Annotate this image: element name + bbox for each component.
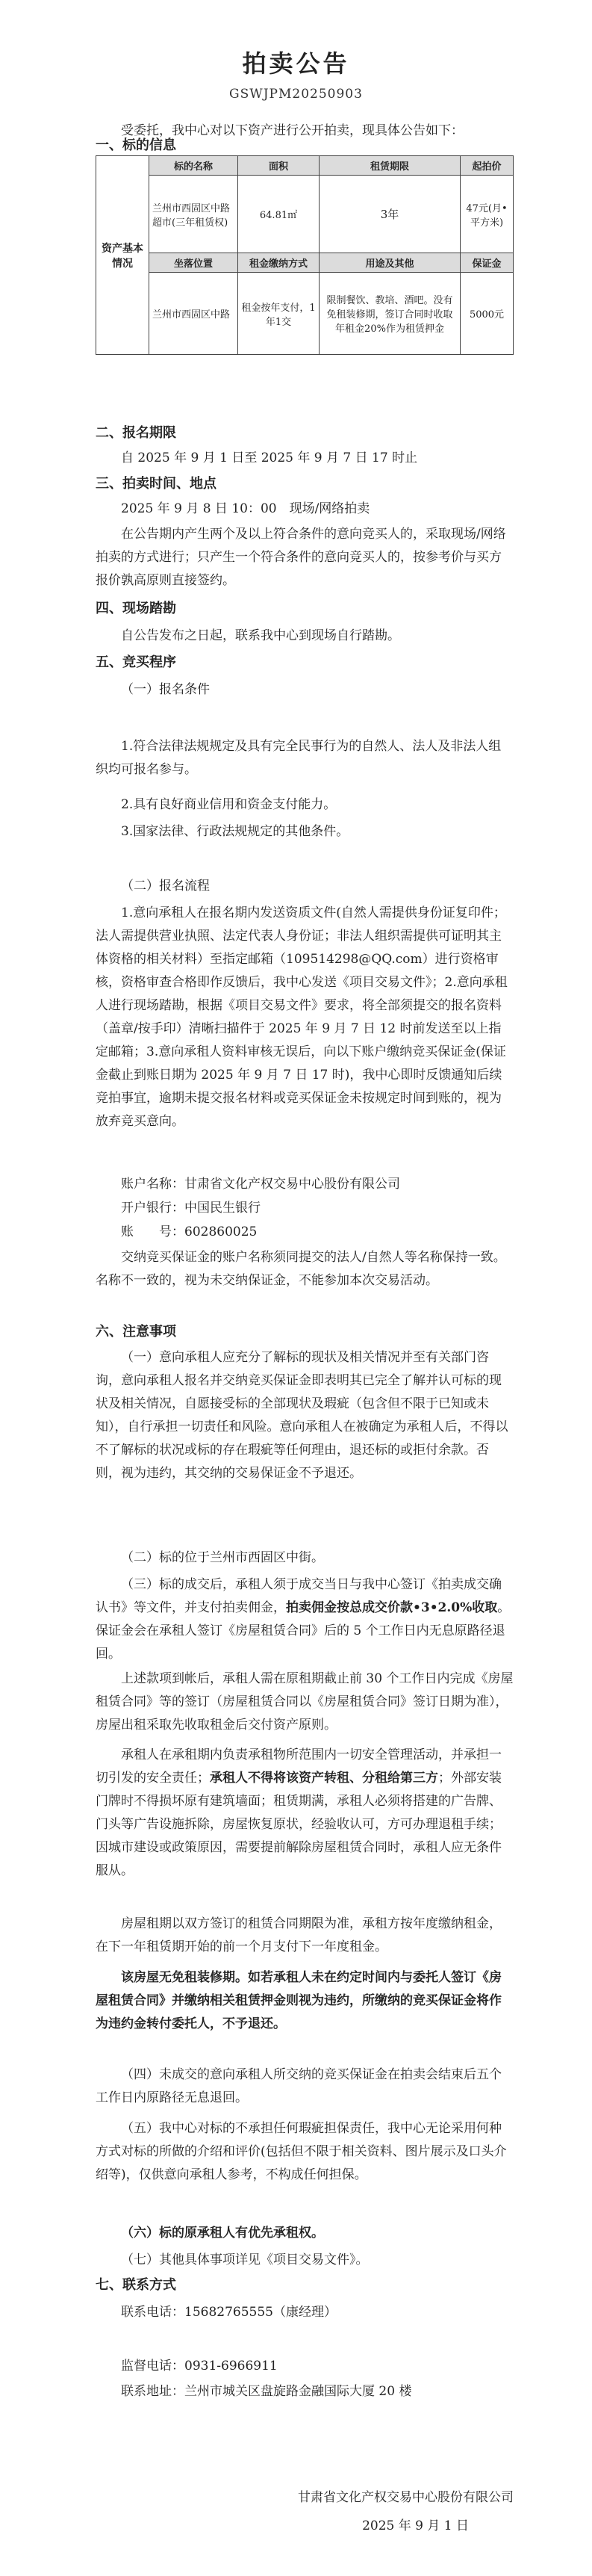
asset-area: 64.81㎡ [238, 176, 320, 253]
notice-3-contract: 上述款项到帐后，承租人需在原租期截止前 30 个工作日内完成《房屋租赁合同》等的签订（房屋租赁合同以《房屋租赁合同》签订日期为准），房屋出租采取先收取租金后交付资产原则。 [96, 1671, 514, 1733]
notice-2: （二）标的位于兰州市西固区中街。 [121, 1550, 324, 1565]
section-6-heading: 六、注意事项 [96, 1324, 176, 1340]
asset-start-price: 47元(月•平方米) [461, 176, 514, 253]
section-1-heading: 一、标的信息 [96, 137, 176, 153]
account-note: 交纳竞买保证金的账户名称须同提交的法人/自然人等名称保持一致。名称不一致的，视为未交纳保证金，不能参加本次交易活动。 [96, 1250, 506, 1288]
asset-payment: 租金按年支付，1年1交 [238, 273, 320, 355]
asset-table [96, 155, 514, 355]
no-sublease-clause: 承租人不得将该资产转租、分租给第三方 [210, 1771, 438, 1786]
notice-3: （三）标的成交后，承租人须于成交当日与我中心签订《拍卖成交确认书》等文件，并支付拍卖佣金，拍卖佣金按总成交价款•3•2.0%收取。保证金会在承租人签订《房屋租赁合同》后的 5 个工作日内无息原路径退回。 [96, 1577, 511, 1662]
notice-5: （五）我中心对标的不承担任何瑕疵担保责任，我中心无论采用何种方式对标的所做的介绍和评价(包括但不限于相关资料、图片展示及口头介绍等)，仅供意向承租人参考，不构成任何担保。 [96, 2121, 507, 2182]
intro-paragraph: 受委托，我中心对以下资产进行公开拍卖，现具体公告如下： [121, 123, 464, 138]
section-7-heading: 七、联系方式 [96, 2277, 176, 2293]
auction-method: 在公告期内产生两个及以上符合条件的意向竞买人的，采取现场/网络拍卖的方式进行；只产生一个符合条件的意向竞买人的，按参考价与买方报价孰高原则直接签约。 [96, 527, 506, 588]
sub-heading-conditions: （一）报名条件 [121, 682, 210, 697]
col-header-name: 标的名称 [149, 156, 238, 176]
issuing-organization: 甘肃省文化产权交易中心股份有限公司 [298, 2490, 514, 2505]
condition-3: 3.国家法律、行政法规规定的其他条件。 [121, 824, 349, 839]
auction-time: 2025 年 9 月 8 日 10：00 现场/网络拍卖 [121, 501, 370, 516]
registration-period: 自 2025 年 9 月 1 日至 2025 年 9 月 7 日 17 时止 [121, 451, 418, 465]
col-header-term: 租赁期限 [320, 156, 461, 176]
account-name: 账户名称：甘肃省文化产权交易中心股份有限公司 [121, 1177, 400, 1192]
page-title: 拍卖公告 [242, 49, 350, 78]
contact-address: 联系地址：兰州市城关区盘旋路金融国际大厦 20 楼 [121, 2384, 412, 2399]
supervision-phone: 监督电话：0931-6966911 [121, 2359, 278, 2374]
contact-phone: 联系电话：15682765555（康经理） [121, 2305, 337, 2320]
section-4-heading: 四、现场踏勘 [96, 601, 176, 616]
notice-6: （六）标的原承租人有优先承租权。 [121, 2226, 324, 2241]
asset-usage: 限制餐饮、教培、酒吧。没有免租装修期，签订合同时收取年租金20%作为租赁押金 [320, 273, 461, 355]
notice-3-rent: 房屋租期以双方签订的租赁合同期限为准，承租方按年度缴纳租金，在下一年租赁期开始的前一个月支付下一年度租金。 [96, 1916, 502, 1954]
condition-2: 2.具有良好商业信用和资金支付能力。 [121, 797, 337, 812]
col-header-usage: 用途及其他 [320, 253, 461, 273]
issue-date: 2025 年 9 月 1 日 [362, 2518, 469, 2533]
col-header-deposit: 保证金 [461, 253, 514, 273]
col-header-price: 起拍价 [461, 156, 514, 176]
col-header-payment: 租金缴纳方式 [238, 253, 320, 273]
col-header-location: 坐落位置 [149, 253, 238, 273]
account-number: 账 号：602860025 [121, 1224, 258, 1239]
notice-3-safety: 承租人在承租期内负责承租物所范围内一切安全管理活动，并承担一切引发的安全责任；承租人不得将该资产转租、分租给第三方；外部安装门牌时不得损坏原有建筑墙面；租赁期满，承租人必须将搭建的广告牌、门头等广告设施拆除，房屋恢复原状，经验收认可，方可办理退租手续；因城市建设或政策原因，需要提前解除房屋租赁合同时，承租人应无条件服从。 [96, 1747, 502, 1878]
asset-side-label: 资产基本情况 [96, 156, 149, 355]
commission-rate: 拍卖佣金按总成交价款•3•2.0%收取 [286, 1600, 498, 1615]
section-5-heading: 五、竞买程序 [96, 654, 176, 670]
col-header-area: 面积 [238, 156, 320, 176]
account-bank: 开户银行：中国民生银行 [121, 1201, 261, 1216]
asset-term: 3年 [320, 176, 461, 253]
notice-1: （一）意向承租人应充分了解标的现状及相关情况并至有关部门咨询，意向承租人报名并交纳竞买保证金即表明其已完全了解并认可标的现状及相关情况，自愿接受标的全部现状及瑕疵（包含但不限于已知或未知），自行承担一切责任和风险。意向承租人在被确定为承租人后，不得以不了解标的状况或标的存在瑕疵等任何理由，退还标的或拒付余款。否则，视为违约，其交纳的交易保证金不予退还。 [96, 1350, 508, 1481]
asset-name: 兰州市西固区中路超市(三年租赁权) [149, 176, 238, 253]
notice-7: （七）其他具体事项详见《项目交易文件》。 [121, 2253, 369, 2267]
asset-location: 兰州市西固区中路 [149, 273, 238, 355]
document-number: GSWJPM20250903 [229, 87, 363, 102]
notice-3-breach: 该房屋无免租装修期。如若承租人未在约定时间内与委托人签订《房屋租赁合同》并缴纳相关租赁押金则视为违约，所缴纳的竞买保证金将作为违约金转付委托人，不予退还。 [96, 1970, 502, 2031]
section-3-heading: 三、拍卖时间、地点 [96, 476, 216, 492]
section-2-heading: 二、报名期限 [96, 425, 176, 441]
site-inspection: 自公告发布之日起，联系我中心到现场自行踏勘。 [121, 628, 400, 643]
notice-4: （四）未成交的意向承租人所交纳的竞买保证金在拍卖会结束后五个工作日内原路径无息退回。 [96, 2067, 502, 2105]
registration-flow: 1.意向承租人在报名期内发送资质文件(自然人需提供身份证复印件；法人需提供营业执照、法定代表人身份证；非法人组织需提供可证明其主体资格的相关材料）至指定邮箱（109514298@QQ.com）进行资格审核，资格审查合格即作反馈后，我中心发送《项目交易文件》；2.意向承租人进行现场踏勘，根据《项目交易文件》要求，将全部须提交的报名资料（盖章/按手印）清晰扫描件于 2025 年 9 月 7 日 12 时前发送至以上指定邮箱；3.意向承租人资料审核无误后，向以下账户缴纳竞买保证金(保证金截止到账日期为 2025 年 9 月 7 日 17 时)，我中心即时反馈通知后续竞拍事宜，逾期未提交报名材料或竞买保证金未按规定时间到账的，视为放弃竞买意向。 [96, 905, 508, 1129]
sub-heading-flow: （二）报名流程 [121, 879, 210, 894]
asset-deposit: 5000元 [461, 273, 514, 355]
condition-1: 1.符合法律法规规定及具有完全民事行为的自然人、法人及非法人组织均可报名参与。 [96, 739, 502, 777]
